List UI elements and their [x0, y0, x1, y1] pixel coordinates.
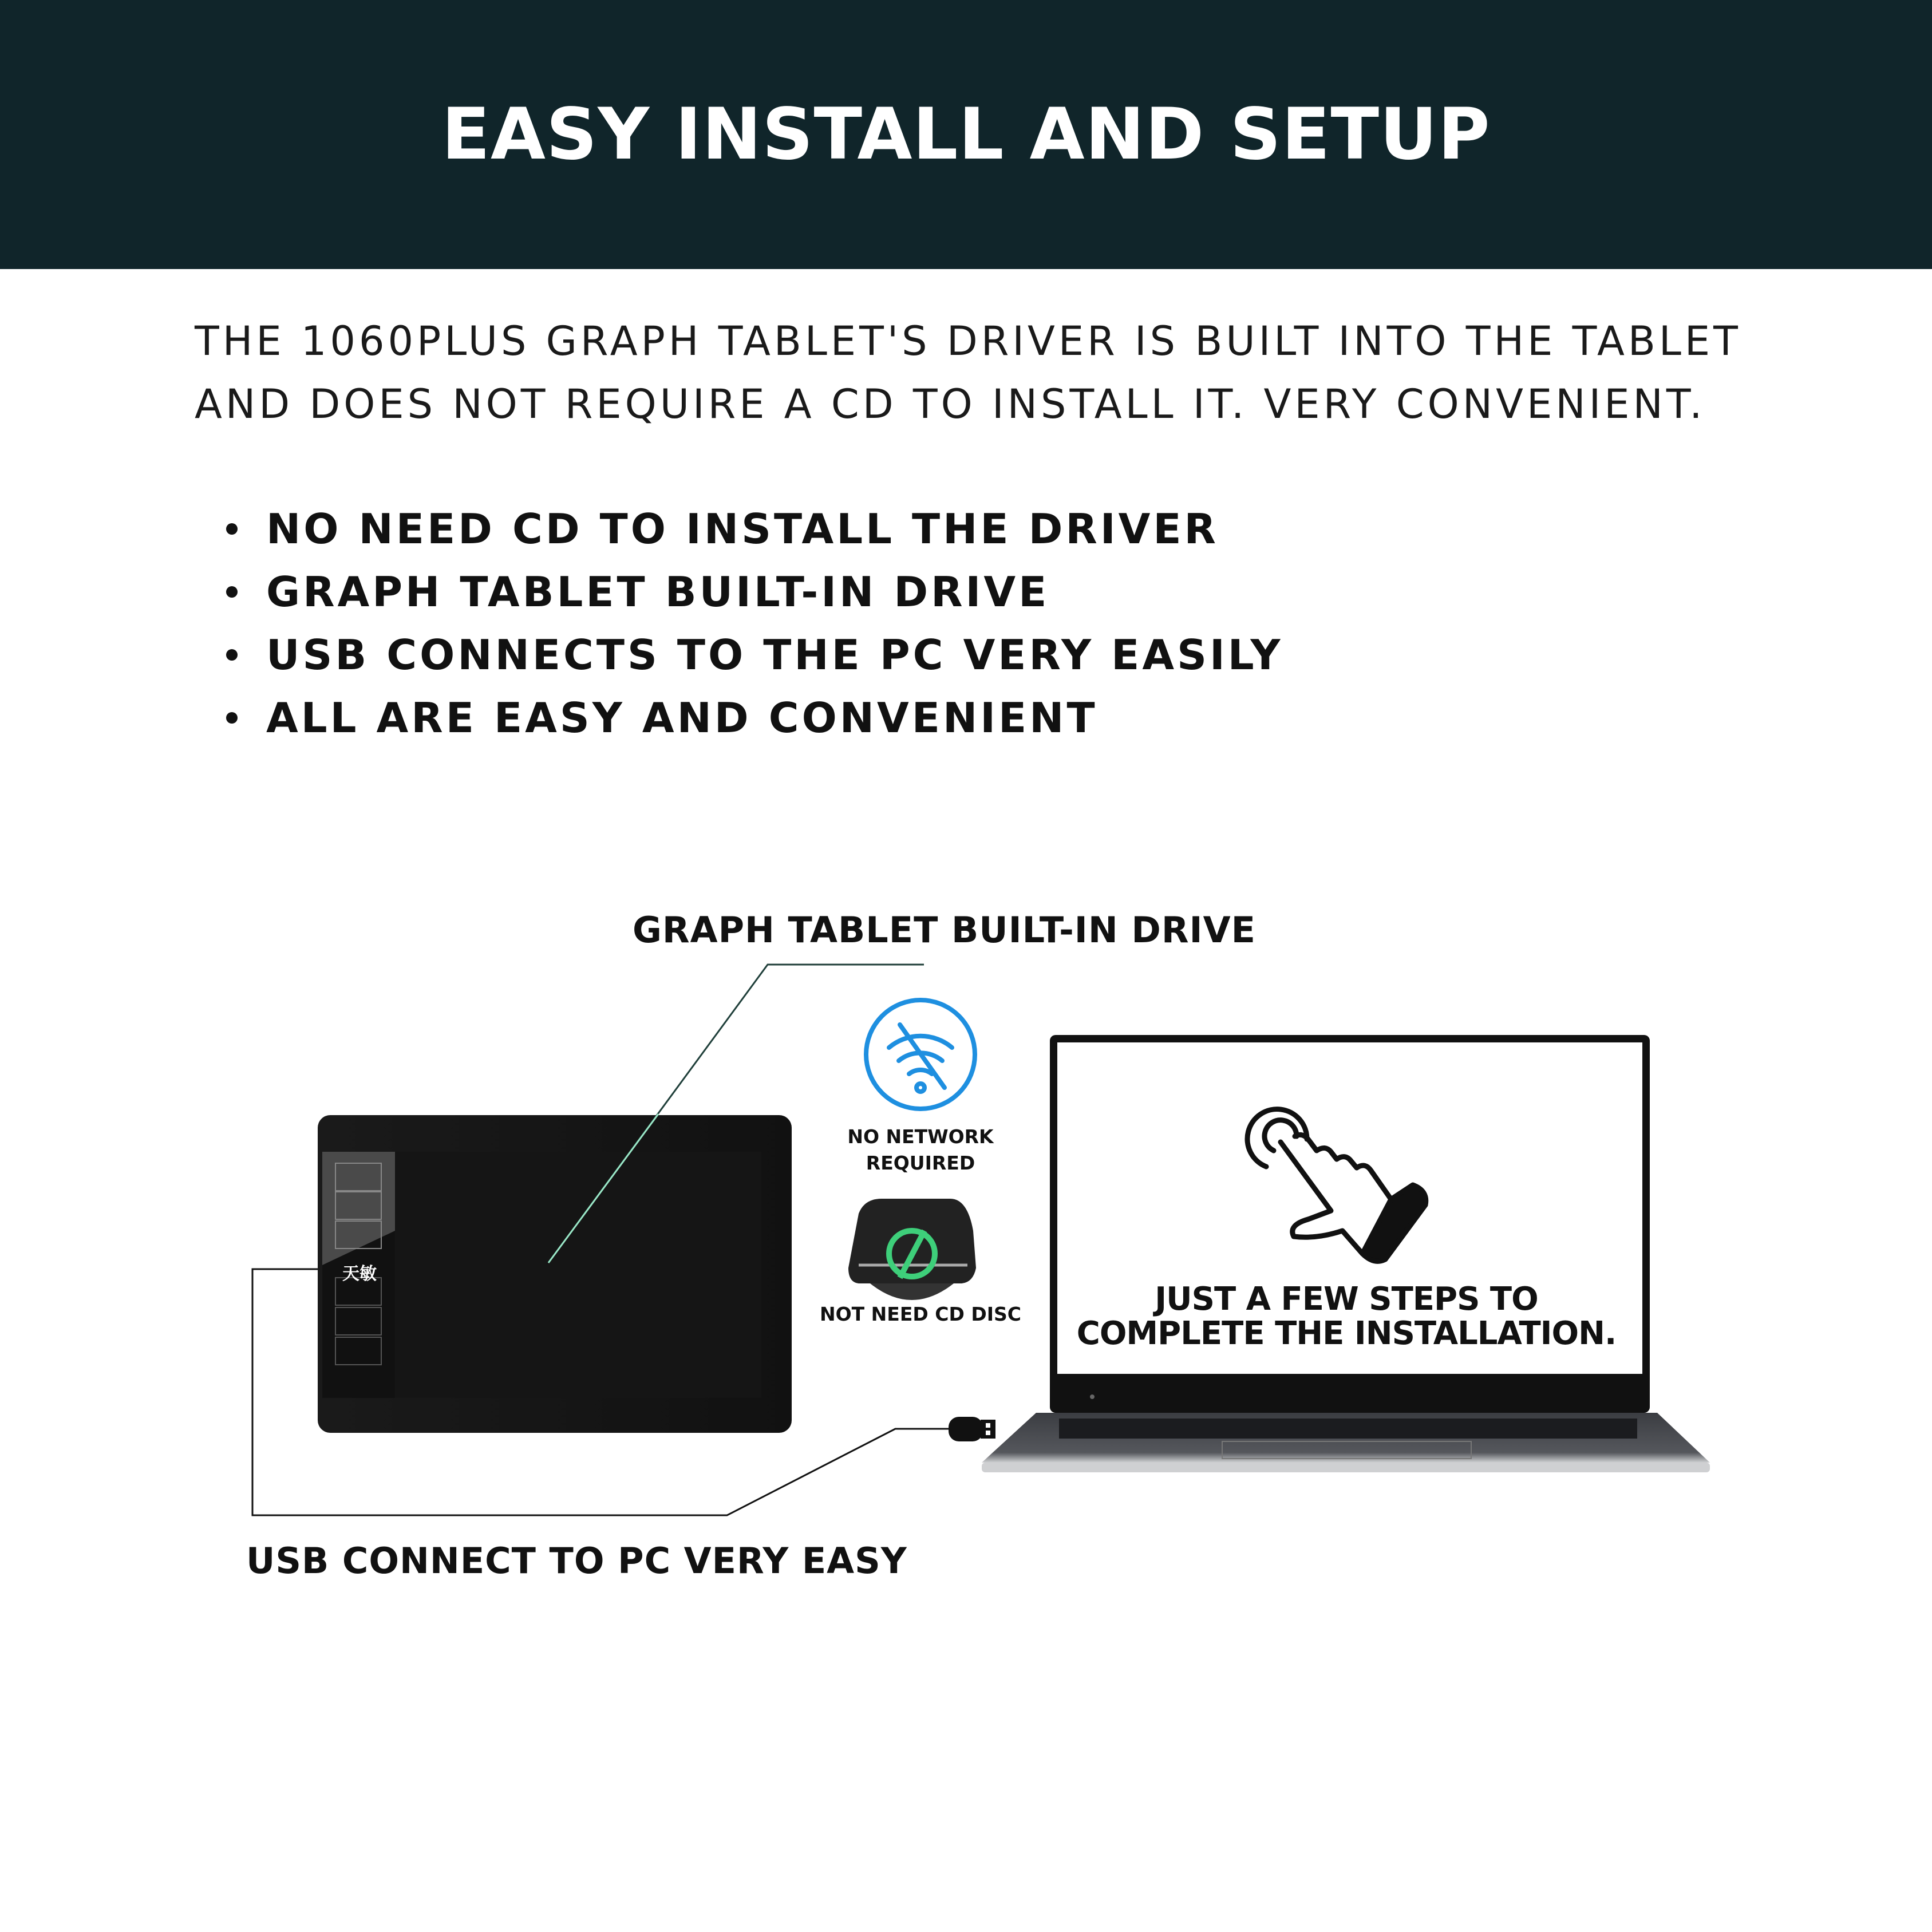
graphics-tablet: [318, 1115, 792, 1433]
feature-text: ALL ARE EASY AND CONVENIENT: [266, 694, 1098, 742]
no-cd-label: NOT NEED CD DISC: [819, 1303, 1021, 1325]
no-cd-icon: [848, 1199, 976, 1300]
tablet-active-area: [395, 1152, 761, 1398]
intro-line-1: THE 1060PLUS GRAPH TABLET'S DRIVER IS BUILT INTO THE TABLET: [195, 318, 1741, 365]
intro-line-2: AND DOES NOT REQUIRE A CD TO INSTALL IT. VERY CONVENIENT.: [195, 381, 1706, 428]
no-wifi-icon: [866, 1000, 975, 1109]
webcam-icon: [1090, 1394, 1095, 1399]
feature-text: GRAPH TABLET BUILT-IN DRIVE: [266, 568, 1050, 616]
feature-text: NO NEED CD TO INSTALL THE DRIVER: [266, 505, 1219, 553]
screen-line-2: COMPLETE THE INSTALLATION.: [1076, 1315, 1617, 1352]
page-title: EASY INSTALL AND SETUP: [441, 93, 1491, 176]
no-network-line-2: REQUIRED: [866, 1152, 975, 1174]
tablet-label: GRAPH TABLET BUILT-IN DRIVE: [633, 909, 1256, 951]
usb-label: USB CONNECT TO PC VERY EASY: [246, 1540, 907, 1582]
feature-text: USB CONNECTS TO THE PC VERY EASILY: [266, 631, 1283, 679]
laptop-keyboard: [1059, 1419, 1637, 1439]
screen-message: [1057, 1282, 1635, 1351]
laptop: [982, 1035, 1710, 1472]
no-network-label: [835, 1124, 1006, 1176]
tablet-brand-logo: 天敏: [342, 1264, 377, 1284]
usb-plug-icon: [949, 1417, 995, 1441]
no-network-line-1: NO NETWORK: [847, 1125, 994, 1148]
screen-line-1: JUST A FEW STEPS TO: [1155, 1281, 1538, 1318]
